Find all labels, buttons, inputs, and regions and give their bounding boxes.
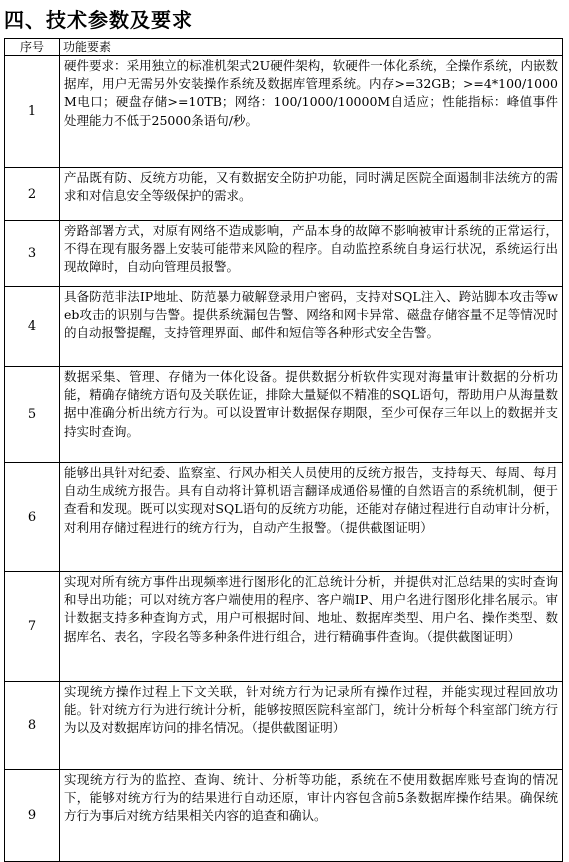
col-header-requirement: 功能要素 (60, 39, 563, 56)
row-number: 5 (5, 367, 60, 463)
table-row (5, 168, 563, 221)
row-requirement-text: 数据采集、管理、存储为一体化设备。提供数据分析软件实现对海量审计数据的分析功能，精确存储统方语句及关联佐证，排除大量疑似不精准的SQL语句，帮助用户从海量数据中准确分析出统方行为。可以设置审计数据保存期限，至少可保存三年以上的数据并支持实时查询。 (60, 367, 563, 463)
row-number: 3 (5, 221, 60, 287)
row-number: 1 (5, 56, 60, 168)
row-requirement-text: 能够出具针对纪委、监察室、行风办相关人员使用的反统方报告，支持每天、每周、每月自动生成统方报告。具有自动将计算机语言翻译成通俗易懂的自然语言的系统机制，便于查看和发现。既可以实现对SQL语句的反统方功能，还能对存储过程进行自动审计分析，对利用存储过程进行的统方行为，自动产生报警。（提供截图证明） (60, 463, 563, 572)
row-number: 9 (5, 770, 60, 862)
table-row (5, 463, 563, 572)
table-row (5, 56, 563, 168)
row-requirement-text: 实现统方行为的监控、查询、统计、分析等功能，系统在不使用数据库账号查询的情况下，能够对统方行为的结果进行自动还原，审计内容包含前5条数据库操作结果。确保统方行为事后对统方结果相关内容的追查和确认。 (60, 770, 563, 862)
row-number: 8 (5, 682, 60, 770)
col-header-no: 序号 (5, 39, 60, 56)
row-number: 6 (5, 463, 60, 572)
table-row (5, 572, 563, 682)
row-requirement-text: 硬件要求：采用独立的标准机架式2U硬件架构，软硬件一体化系统，全操作系统，内嵌数据库，用户无需另外安装操作系统及数据库管理系统。内存>=32GB；>=4*100/1000M电口；硬盘存储>=10TB；网络：100/1000/10000M自适应；性能指标：峰值事件处理能力不低于25000条语句/秒。 (60, 56, 563, 168)
section-heading: 四、技术参数及要求 (4, 8, 193, 32)
table-row (5, 367, 563, 463)
row-requirement-text: 产品既有防、反统方功能，又有数据安全防护功能，同时满足医院全面遏制非法统方的需求和对信息安全等级保护的需求。 (60, 168, 563, 221)
table-row (5, 682, 563, 770)
table-row (5, 221, 563, 287)
row-number: 7 (5, 572, 60, 682)
table-row (5, 770, 563, 862)
row-requirement-text: 实现统方操作过程上下文关联，针对统方行为记录所有操作过程，并能实现过程回放功能。针对统方行为进行统计分析，能够按照医院科室部门，统计分析每个科室部门统方行为以及对数据库访问的排名情况。（提供截图证明） (60, 682, 563, 770)
row-requirement-text: 旁路部署方式，对原有网络不造成影响，产品本身的故障不影响被审计系统的正常运行，不得在现有服务器上安装可能带来风险的程序。自动监控系统自身运行状况，系统运行出现故障时，自动向管理员报警。 (60, 221, 563, 287)
table-header-row (5, 39, 563, 56)
row-requirement-text: 具备防范非法IP地址、防范暴力破解登录用户密码，支持对SQL注入、跨站脚本攻击等web攻击的识别与告警。提供系统漏包告警、网络和网卡异常、磁盘存储容量不足等情况时的自动报警提醒，支持管理界面、邮件和短信等各种形式安全告警。 (60, 287, 563, 367)
requirements-table (4, 38, 563, 862)
row-requirement-text: 实现对所有统方事件出现频率进行图形化的汇总统计分析，并提供对汇总结果的实时查询和导出功能；可以对统方客户端使用的程序、客户端IP、用户名进行图形化排名展示。审计数据支持多种查询方式，用户可根据时间、地址、数据库类型、用户名、操作类型、数据库名、表名，字段名等多种条件进行组合，进行精确事件查询。（提供截图证明） (60, 572, 563, 682)
row-number: 2 (5, 168, 60, 221)
row-number: 4 (5, 287, 60, 367)
table-row (5, 287, 563, 367)
